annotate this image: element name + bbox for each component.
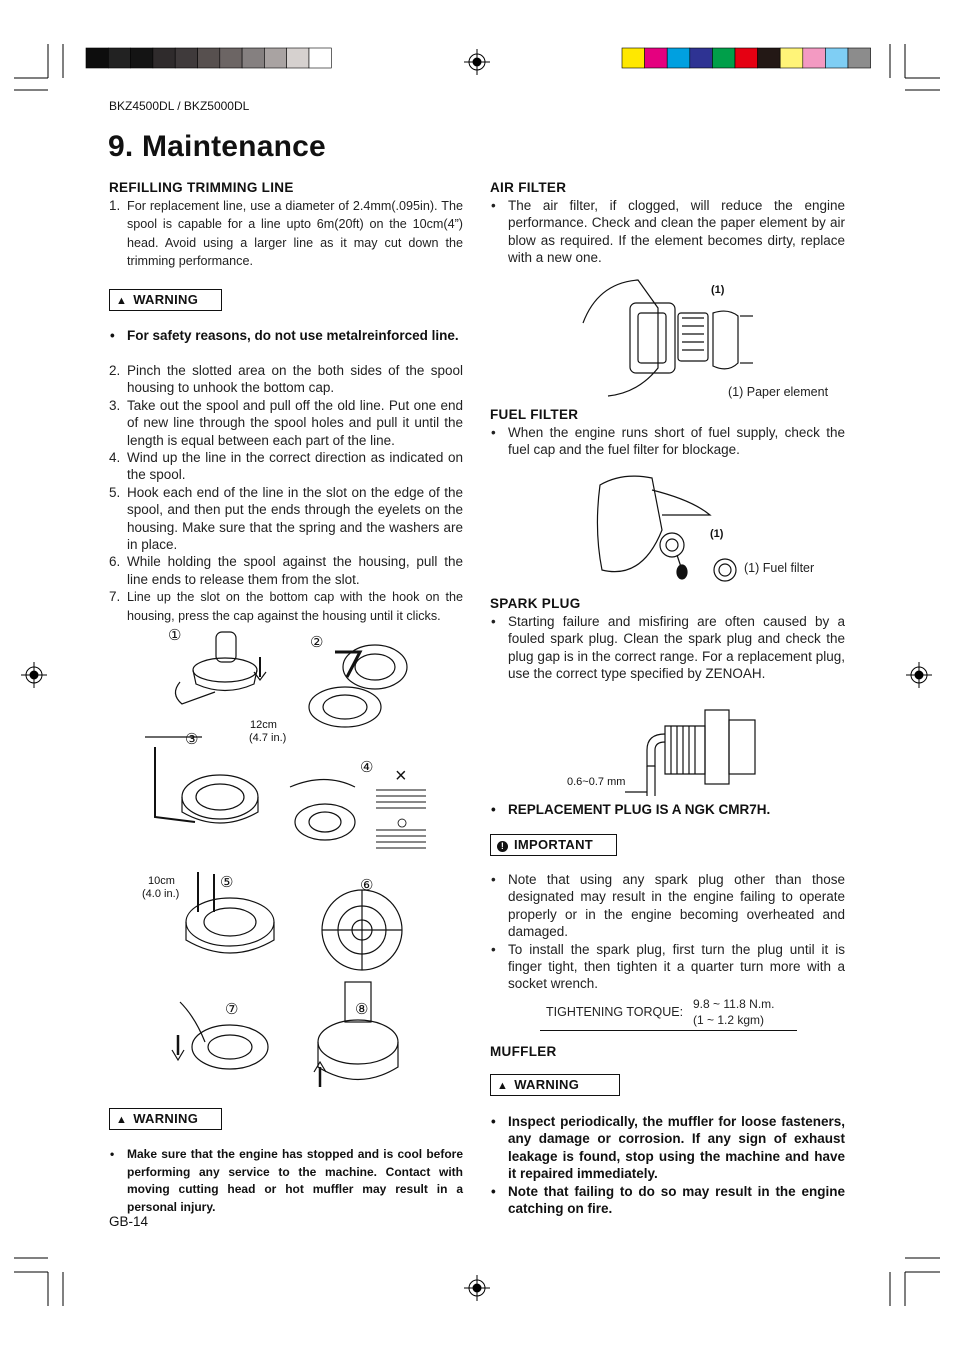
spark-plug-notes (490, 871, 845, 993)
gray-swatch (287, 48, 309, 68)
fuel-filter-text: • When the engine runs short of fuel supply, check the fuel cap and the fuel filter for blockage. (490, 424, 845, 459)
list-item: • Note that using any spark plug other than those designated may result in the engine failing to operate properly or in the engine becoming overheated and damaged. (490, 871, 845, 941)
gray-swatch (264, 48, 286, 68)
gray-swatch (198, 48, 220, 68)
page-title: 9. Maintenance (108, 130, 326, 163)
fuel-filter-illustration (592, 470, 752, 585)
right-mark: ○ (396, 812, 409, 834)
list-item: • Inspect periodically, the muffler for loose fasteners, any damage or corrosion. If any sign of exhaust leakage is found, stop using the machine and have it repaired immediately. (490, 1113, 845, 1183)
model-number: BKZ4500DL / BKZ5000DL (109, 99, 250, 113)
spark-plug-body (490, 613, 845, 683)
exclamation-circle-icon: ! (497, 841, 508, 852)
step-number: 7. (109, 589, 121, 605)
muffler-warning-box (490, 1074, 620, 1096)
gray-swatch (309, 48, 331, 68)
fuel-filter-body (490, 424, 845, 459)
color-swatch (803, 48, 826, 68)
torque-label: TIGHTENING TORQUE: (546, 1005, 684, 1019)
step-text: While holding the spool against the housing, pull the line ends to release them from the slot. (127, 554, 463, 587)
color-swatch (780, 48, 803, 68)
warning-box-2 (109, 1108, 222, 1130)
air-filter-callout: (1) (711, 284, 725, 296)
fuel-filter-caption: (1) Fuel filter (744, 561, 815, 575)
step-text: Take out the spool and pull off the old line. Put one end of new line through the spool holes and pull it until the length is equal between each part of the line. (127, 397, 463, 448)
refill-heading: REFILLING TRIMMING LINE (109, 180, 294, 195)
gray-swatch (108, 48, 130, 68)
figure-step-label: ④ (360, 759, 374, 776)
warning-box (109, 289, 222, 311)
refill-step-1 (109, 197, 463, 271)
warning-label: WARNING (133, 292, 199, 307)
color-swatch (848, 48, 871, 68)
gray-swatch (131, 48, 153, 68)
fuel-filter-heading: FUEL FILTER (490, 407, 579, 422)
spark-plug-illustration (565, 706, 765, 801)
color-swatch (735, 48, 758, 68)
refill-step (109, 484, 463, 554)
refill-illustration (140, 622, 440, 1107)
warning-label: WARNING (514, 1077, 580, 1092)
warning-2-note: • Make sure that the engine has stopped and is cool before performing any service to the machine. Contact with moving cutting head or hot muffler may result in a personal injury. (109, 1146, 463, 1216)
figure-step-label: ③ (185, 731, 199, 748)
step-text: For replacement line, use a diameter of 2.4mm(.095in). The spool is capable for a line upto 6m(20ft) on the 10cm(4”) head. Avoid using a larger line as it may cut down the trimming performance. (127, 199, 463, 269)
color-swatch (690, 48, 713, 68)
dim-10cm: 10cm (148, 875, 175, 887)
gray-swatch (220, 48, 242, 68)
air-filter-body (490, 197, 845, 267)
refill-step (109, 588, 463, 625)
figure-step-label: ② (310, 634, 324, 651)
safety-note-text: • For safety reasons, do not use metalreinforced line. (109, 327, 469, 344)
refill-step (109, 449, 463, 484)
color-swatch (645, 48, 668, 68)
step-text: Wind up the line in the correct direction as indicated on the spool. (127, 450, 463, 483)
dim-12cm: 12cm (250, 719, 277, 731)
list-item: • To install the spark plug, first turn the plug until it is finger tight, then tighten it a quarter turn more with a socket wrench. (490, 941, 845, 993)
air-filter-text: • The air filter, if clogged, will reduce the engine performance. Check and clean the paper element by air blow as required. If the element becomes dirty, replace with a new one. (490, 197, 845, 267)
warning-triangle-icon: ▲ (497, 1080, 509, 1092)
dim-12cm-in: (4.7 in.) (249, 732, 287, 744)
warning-triangle-icon: ▲ (116, 1114, 128, 1126)
warning-triangle-icon: ▲ (116, 295, 128, 307)
warning-2-text (109, 1146, 463, 1216)
page-number: GB-14 (109, 1214, 149, 1229)
color-swatch (758, 48, 781, 68)
torque-underline (540, 1030, 797, 1031)
refill-step (109, 397, 463, 449)
fuel-filter-callout: (1) (710, 528, 724, 540)
torque-value-kgm: (1 ~ 1.2 kgm) (693, 1013, 765, 1027)
figure-step-label: ⑦ (225, 1001, 239, 1018)
step-number: 5. (109, 484, 121, 500)
air-filter-heading: AIR FILTER (490, 180, 567, 195)
wrong-mark: × (395, 765, 407, 787)
color-swatch (622, 48, 645, 68)
figure-step-label: ⑥ (360, 877, 374, 894)
refill-steps (109, 362, 463, 625)
step-number: 6. (109, 554, 121, 570)
important-label: IMPORTANT (514, 837, 594, 852)
plug-gap-label: 0.6~0.7 mm (567, 776, 626, 788)
figure-step-label: ① (168, 627, 182, 644)
replacement-plug (490, 801, 845, 818)
step-number: 3. (109, 397, 121, 413)
step-number: 2. (109, 363, 121, 378)
color-swatch (712, 48, 735, 68)
gray-swatch (242, 48, 264, 68)
muffler-notes (490, 1113, 845, 1217)
refill-step (109, 362, 463, 397)
replacement-plug-text: • REPLACEMENT PLUG IS A NGK CMR7H. (490, 801, 845, 818)
step-text: Line up the slot on the bottom cap with the hook on the housing, press the cap against the housing until it clicks. (127, 590, 463, 623)
figure-step-label: ⑤ (220, 874, 234, 891)
list-item: • Note that failing to do so may result in the engine catching on fire. (490, 1183, 845, 1218)
gray-swatch (86, 48, 108, 68)
gray-swatch (153, 48, 175, 68)
safety-note (109, 327, 469, 344)
spark-plug-text: • Starting failure and misfiring are often caused by a fouled spark plug. Clean the spark plug and check the plug gap is in the correct range. For a replacement plug, use the correct type specified by ZENOAH. (490, 613, 845, 683)
muffler-heading: MUFFLER (490, 1044, 557, 1059)
step-number: 4. (109, 450, 121, 466)
gray-swatch (175, 48, 197, 68)
color-swatch (825, 48, 848, 68)
color-swatch (667, 48, 690, 68)
air-filter-illustration (578, 278, 768, 398)
dim-10cm-in: (4.0 in.) (142, 888, 180, 900)
torque-values (693, 996, 775, 1028)
warning-label: WARNING (133, 1111, 199, 1126)
important-box (490, 834, 617, 856)
step-text: Pinch the slotted area on the both sides of the spool housing to unhook the bottom cap. (127, 363, 463, 396)
step-text: Hook each end of the line in the slot on the edge of the spool, and then put the ends through the eyelets on the housing. Make sure that the spring and the washers are in place. (127, 484, 463, 553)
refill-step (109, 553, 463, 588)
figure-step-label: ⑧ (355, 1001, 369, 1018)
spark-plug-heading: SPARK PLUG (490, 596, 581, 611)
air-filter-caption: (1) Paper element (728, 385, 829, 399)
torque-value-nm: 9.8 ~ 11.8 N.m. (693, 997, 775, 1011)
step-number: 1. (109, 198, 121, 213)
